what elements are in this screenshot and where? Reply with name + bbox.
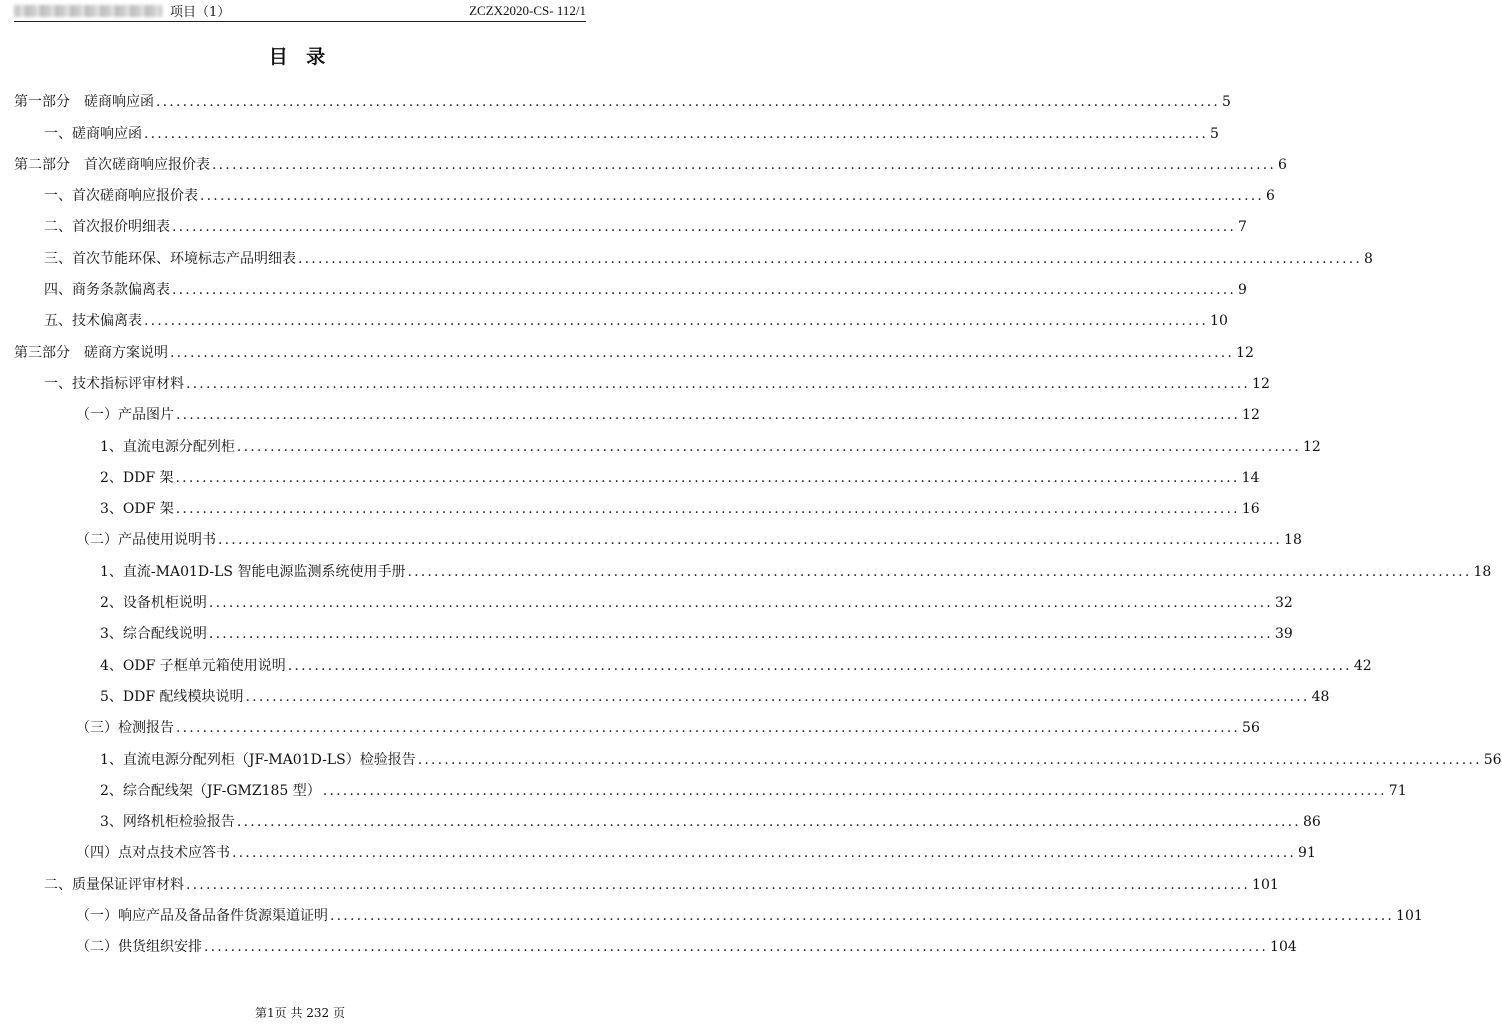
toc-leader-dots: ................................................................................................................................................................ [175, 469, 1240, 486]
toc-entry-page: 101 [1252, 876, 1279, 893]
toc-entry[interactable] [14, 549, 1492, 580]
toc-entry-page: 101 [1396, 908, 1423, 925]
toc-entry-label: 四、商务条款偏离表 [44, 282, 170, 299]
table-of-contents [14, 80, 1502, 956]
toc-entry-page: 91 [1298, 845, 1316, 862]
toc-leader-dots: ................................................................................................................................................................ [186, 375, 1251, 392]
toc-entry-label: （二）供货组织安排 [76, 939, 202, 956]
toc-entry-page: 5 [1222, 94, 1231, 111]
toc-entry[interactable] [14, 424, 1321, 455]
toc-leader-dots: ................................................................................................................................................................ [208, 626, 1273, 643]
toc-leader-dots: ................................................................................................................................................................ [236, 438, 1301, 455]
toc-entry[interactable] [14, 737, 1502, 768]
toc-entry[interactable] [14, 393, 1260, 424]
toc-leader-dots: ................................................................................................................................................................ [330, 908, 1395, 925]
toc-entry-label: 二、首次报价明细表 [44, 219, 170, 236]
toc-entry[interactable] [14, 612, 1293, 643]
toc-leader-dots: ................................................................................................................................................................ [212, 156, 1277, 173]
toc-leader-dots: ................................................................................................................................................................ [186, 876, 1251, 893]
toc-entry-label: 5、DDF 配线模块说明 [100, 688, 244, 705]
toc-entry-label: 第三部分 磋商方案说明 [14, 344, 168, 361]
toc-leader-dots: ................................................................................................................................................................ [144, 313, 1209, 330]
toc-entry[interactable] [14, 800, 1321, 831]
toc-entry-page: 12 [1242, 407, 1260, 424]
toc-entry[interactable] [14, 205, 1247, 236]
toc-entry-label: 4、ODF 子框单元箱使用说明 [100, 657, 286, 674]
toc-entry-page: 12 [1302, 438, 1321, 455]
toc-entry-page: 10 [1210, 313, 1228, 330]
toc-entry-page: 42 [1353, 657, 1372, 674]
toc-entry-label: 一、首次磋商响应报价表 [44, 188, 198, 205]
toc-entry-page: 9 [1238, 282, 1247, 299]
toc-entry[interactable] [14, 831, 1316, 862]
redacted-company-name [14, 5, 162, 17]
toc-entry-label: （一）产品图片 [76, 407, 174, 424]
toc-entry-page: 48 [1311, 688, 1330, 705]
toc-entry-label: （三）检测报告 [76, 720, 174, 737]
toc-title: 目 录 [268, 46, 332, 68]
toc-entry-label: （四）点对点技术应答书 [76, 845, 230, 862]
toc-entry-label: 三、首次节能环保、环境标志产品明细表 [44, 250, 296, 267]
toc-entry-page: 71 [1388, 782, 1407, 799]
toc-entry[interactable] [14, 894, 1423, 925]
toc-entry-label: 3、综合配线说明 [100, 626, 207, 643]
toc-entry[interactable] [14, 706, 1260, 737]
toc-entry[interactable] [14, 330, 1254, 361]
toc-entry[interactable] [14, 862, 1279, 893]
toc-leader-dots: ................................................................................................................................................................ [287, 657, 1352, 674]
toc-entry-label: 2、综合配线架（JF-GMZ185 型） [100, 782, 321, 799]
toc-leader-dots: ................................................................................................................................................................ [417, 751, 1482, 768]
toc-leader-dots: ................................................................................................................................................................ [176, 407, 1241, 424]
toc-entry-label: 第二部分 首次磋商响应报价表 [14, 156, 210, 173]
toc-entry-page: 86 [1302, 814, 1321, 831]
toc-entry-label: 一、磋商响应函 [44, 125, 142, 142]
toc-leader-dots: ................................................................................................................................................................ [204, 939, 1269, 956]
toc-leader-dots: ................................................................................................................................................................ [322, 782, 1387, 799]
toc-leader-dots: ................................................................................................................................................................ [170, 344, 1235, 361]
toc-entry-page: 32 [1274, 595, 1293, 612]
toc-entry[interactable] [14, 111, 1219, 142]
toc-entry[interactable] [14, 769, 1407, 800]
toc-leader-dots: ................................................................................................................................................................ [144, 125, 1209, 142]
page-header [14, 0, 586, 22]
toc-entry-page: 16 [1241, 501, 1260, 518]
toc-entry[interactable] [14, 268, 1247, 299]
toc-entry-label: （一）响应产品及备品备件货源渠道证明 [76, 908, 328, 925]
toc-entry-label: 1、直流电源分配列柜 [100, 438, 235, 455]
page-footer: 第1页 共 232 页 [255, 1006, 345, 1020]
toc-entry-label: 二、质量保证评审材料 [44, 876, 184, 893]
toc-leader-dots: ................................................................................................................................................................ [172, 219, 1237, 236]
toc-leader-dots: ................................................................................................................................................................ [200, 188, 1265, 205]
toc-entry[interactable] [14, 456, 1260, 487]
toc-entry-label: 一、技术指标评审材料 [44, 375, 184, 392]
header-document-code: ZCZX2020-CS- 112/1 [469, 2, 586, 18]
toc-leader-dots: ................................................................................................................................................................ [175, 501, 1240, 518]
toc-entry[interactable] [14, 643, 1372, 674]
toc-entry-label: 3、ODF 架 [100, 501, 174, 518]
toc-entry-page: 7 [1238, 219, 1247, 236]
toc-entry[interactable] [14, 581, 1293, 612]
toc-leader-dots: ................................................................................................................................................................ [176, 720, 1241, 737]
toc-entry-page: 12 [1236, 344, 1254, 361]
toc-entry-label: （二）产品使用说明书 [76, 532, 216, 549]
toc-entry[interactable] [14, 174, 1275, 205]
toc-entry-page: 104 [1270, 939, 1297, 956]
toc-leader-dots: ................................................................................................................................................................ [236, 814, 1301, 831]
toc-entry-page: 18 [1473, 563, 1492, 580]
toc-entry-label: 1、直流电源分配列柜（JF-MA01D-LS）检验报告 [100, 751, 416, 768]
toc-leader-dots: ................................................................................................................................................................ [218, 532, 1283, 549]
toc-leader-dots: ................................................................................................................................................................ [172, 282, 1237, 299]
toc-leader-dots: ................................................................................................................................................................ [407, 563, 1472, 580]
toc-entry-page: 39 [1274, 626, 1293, 643]
toc-entry[interactable] [14, 236, 1373, 267]
toc-entry-label: 第一部分 磋商响应函 [14, 94, 154, 111]
toc-entry[interactable] [14, 299, 1228, 330]
toc-entry[interactable] [14, 518, 1302, 549]
toc-entry[interactable] [14, 925, 1297, 956]
header-project: 项目（1） [170, 5, 231, 20]
toc-entry-page: 8 [1364, 250, 1373, 267]
toc-entry-page: 12 [1252, 375, 1270, 392]
toc-entry-page: 56 [1483, 751, 1502, 768]
toc-entry-label: 2、设备机柜说明 [100, 595, 207, 612]
toc-entry-page: 18 [1284, 532, 1302, 549]
toc-entry-page: 5 [1210, 125, 1219, 142]
toc-entry[interactable] [14, 675, 1330, 706]
toc-entry-label: 2、DDF 架 [100, 469, 174, 486]
toc-entry-label: 1、直流-MA01D-LS 智能电源监测系统使用手册 [100, 563, 406, 580]
toc-leader-dots: ................................................................................................................................................................ [156, 94, 1221, 111]
toc-entry[interactable] [14, 487, 1260, 518]
toc-entry[interactable] [14, 143, 1287, 174]
toc-leader-dots: ................................................................................................................................................................ [232, 845, 1297, 862]
toc-entry-label: 3、网络机柜检验报告 [100, 814, 235, 831]
toc-entry-page: 6 [1266, 188, 1275, 205]
toc-entry-page: 6 [1278, 156, 1287, 173]
toc-entry-page: 14 [1241, 469, 1260, 486]
toc-leader-dots: ................................................................................................................................................................ [245, 688, 1310, 705]
toc-entry[interactable] [14, 80, 1231, 111]
toc-leader-dots: ................................................................................................................................................................ [298, 250, 1363, 267]
toc-entry-page: 56 [1242, 720, 1260, 737]
toc-entry[interactable] [14, 362, 1270, 393]
toc-leader-dots: ................................................................................................................................................................ [208, 595, 1273, 612]
toc-entry-label: 五、技术偏离表 [44, 313, 142, 330]
